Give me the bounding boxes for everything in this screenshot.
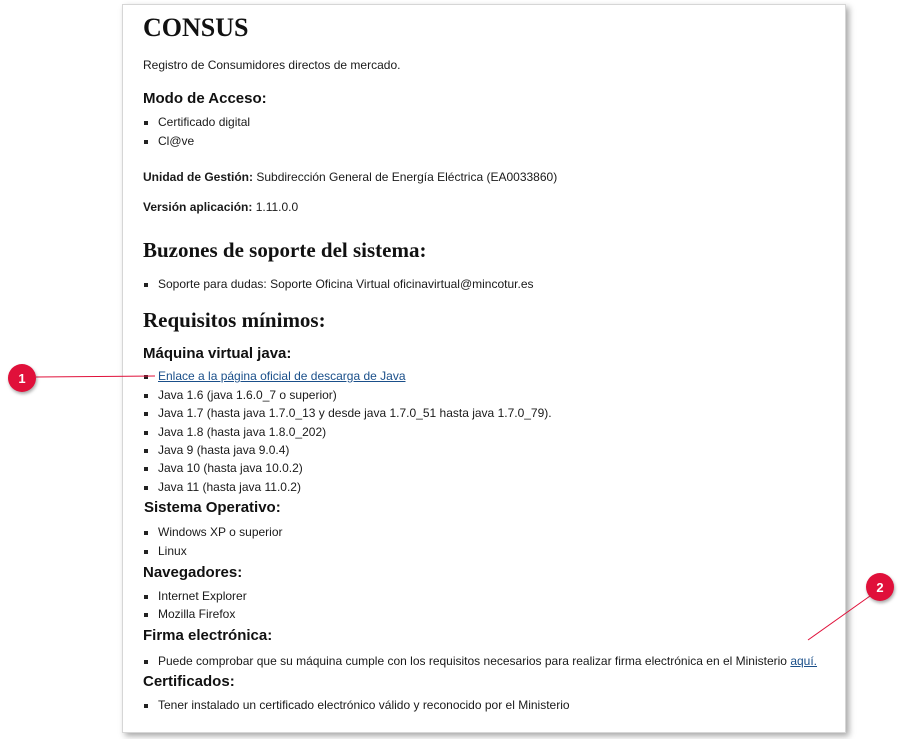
- list-item: Java 11 (hasta java 11.0.2): [158, 480, 301, 494]
- list-item: Java 1.8 (hasta java 1.8.0_202): [158, 425, 327, 439]
- list-item: Internet Explorer: [158, 589, 247, 603]
- list-item: Java 1.6 (java 1.6.0_7 o superior): [158, 388, 337, 402]
- content-panel: [122, 4, 846, 733]
- list-item: [158, 654, 817, 668]
- management-unit: [143, 170, 557, 184]
- management-label: Unidad de Gestión:: [143, 170, 254, 184]
- browsers-heading: Navegadores:: [143, 564, 243, 581]
- list-item: Mozilla Firefox: [158, 607, 236, 621]
- page-title: CONSUS: [143, 13, 249, 42]
- list-item: Java 1.7 (hasta java 1.7.0_13 y desde java 1.7.0_51 hasta java 1.7.0_79).: [158, 406, 552, 420]
- java-heading: Máquina virtual java:: [143, 345, 292, 362]
- java-download-link[interactable]: Enlace a la página oficial de descarga de Java: [158, 369, 406, 383]
- support-heading: Buzones de soporte del sistema:: [143, 238, 427, 262]
- signature-text: Puede comprobar que su máquina cumple con los requisitos necesarios para realizar firma electrónica en el Ministerio: [158, 654, 791, 668]
- signature-check-link[interactable]: aquí.: [790, 654, 818, 668]
- list-item: Soporte para dudas: Soporte Oficina Virtual oficinavirtual@mincotur.es: [158, 277, 534, 291]
- requirements-heading: Requisitos mínimos:: [143, 308, 326, 332]
- list-item: Certificado digital: [158, 115, 251, 129]
- version-label: Versión aplicación:: [143, 200, 253, 214]
- version-value: 1.11.0.0: [252, 200, 299, 214]
- management-value: Subdirección General de Energía Eléctrica (EA0033860): [253, 170, 558, 184]
- list-item: Cl@ve: [158, 134, 195, 148]
- signature-heading: Firma electrónica:: [143, 627, 273, 644]
- page-subtitle: Registro de Consumidores directos de mercado.: [143, 58, 401, 72]
- list-item: Tener instalado un certificado electrónico válido y reconocido por el Ministerio: [158, 698, 570, 712]
- app-version: [143, 200, 298, 214]
- list-item: Windows XP o superior: [158, 525, 283, 539]
- list-item: Java 9 (hasta java 9.0.4): [158, 443, 290, 457]
- callout-badge-2: 2: [866, 573, 894, 601]
- list-item: [158, 369, 406, 383]
- os-heading: Sistema Operativo:: [144, 499, 281, 516]
- callout-badge-1: 1: [8, 364, 36, 392]
- access-heading: Modo de Acceso:: [143, 90, 267, 107]
- certificates-heading: Certificados:: [143, 673, 235, 690]
- list-item: Linux: [158, 544, 187, 558]
- list-item: Java 10 (hasta java 10.0.2): [158, 461, 303, 475]
